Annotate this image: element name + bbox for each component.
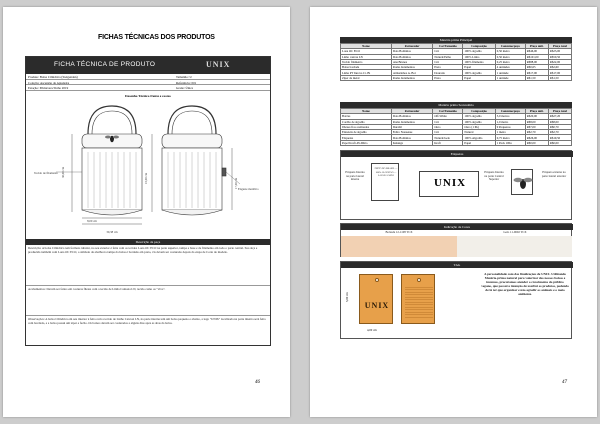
dim-height-left: 30,00 cm	[61, 166, 65, 178]
description-text: Descrição: A bolsa Cilíndrica tem formato tubular, no seu exterior é feita com os tecidos Lona OC ECO na parte superior, tampa e base e de filamento em todo o parte central. Sua alça e produzida também com Lona OC ECO, o símbolo da abelha na tampa da bolsa é bordado em preto, vis devem ser costurado depois da etapa de Corte do modelo.	[28, 246, 258, 254]
table-cell: 0,75 metro	[495, 135, 525, 140]
meta-colecao: Coleção: Ascensão da Apiadeira	[28, 80, 70, 85]
sheet-title: FICHA TÉCNICA DE PRODUTO	[54, 61, 156, 68]
sheet-header	[26, 57, 270, 74]
table-cell: 100% algodão	[463, 119, 495, 124]
table-cell: 0,25 metro	[495, 59, 525, 64]
table-cell: Kalunga	[391, 140, 433, 145]
dim-width-small: 8,00 cm	[87, 219, 97, 223]
etiquetas-block	[340, 150, 572, 220]
bee-tag	[511, 169, 533, 195]
table-cell: R$1,50	[548, 75, 571, 80]
table-cell: Natural/Palha	[433, 54, 463, 59]
table-cell: 100% Linho	[463, 54, 495, 59]
table-row	[341, 75, 572, 80]
table-cell: 1,0 metro	[495, 119, 525, 124]
table-cell: Entretela de algodão	[341, 130, 392, 135]
meta-grade: Grade: Única	[176, 86, 194, 90]
table-cell: Durabil	[391, 124, 433, 129]
table-cell: R$88,00	[525, 59, 548, 64]
tag-title: TAG	[341, 262, 573, 268]
table-cell: Crú	[433, 130, 463, 135]
meta-estacao: Estação: Primavera/Verão 2019	[28, 86, 69, 90]
table-cell: Natural/Gelo	[433, 135, 463, 140]
table-row	[341, 140, 572, 145]
table-header-cell: Cor/Tamanho	[433, 44, 463, 49]
table-cell: Preta	[433, 65, 463, 70]
inner-tag-left	[371, 163, 399, 201]
page-number-46: 46	[255, 380, 260, 385]
meta-produto: Produto: Bolsa Cilíndrica (Steigenden)	[28, 75, 78, 79]
table-cell: Off-White	[433, 114, 463, 119]
page-46	[3, 7, 290, 417]
table-cell: R$46,00	[525, 49, 548, 54]
table-cell: R$0,70	[548, 124, 571, 129]
table-cell: R$8,00	[525, 119, 548, 124]
table-cell: 100% algodão	[463, 70, 495, 75]
table-cell: R$0,00	[525, 140, 548, 145]
technical-sheet	[25, 56, 271, 346]
table-cell: R$19,50	[548, 135, 571, 140]
table-cell: 1 Pack 100u	[495, 140, 525, 145]
tag-front	[359, 274, 393, 324]
table-header-cell: Composição	[463, 109, 495, 114]
table-cell: Feltro Nonsense	[391, 130, 433, 135]
inner-tag-text: FEITO NO BRASIL — 100% ALGODÃO — LAVAR À MÃO	[374, 167, 398, 178]
table-cell: R$17,00	[548, 70, 571, 75]
table-cell: R$2,70	[525, 130, 548, 135]
table-cell: Dois Bodinhos	[391, 54, 433, 59]
acabamentos-text: Acabamentos: Devem ser feitos em costuras filetes com a tecido de Linha Cantona LN, tecido como os "vivo".	[28, 287, 166, 291]
table-cell: 100% Algodão	[463, 135, 495, 140]
table-cell: R$50,50	[548, 54, 571, 59]
table-cell: R$2,60	[548, 65, 571, 70]
table-cell: Roma Aviamentos	[391, 75, 433, 80]
tag-dim-width: 4,00 cm	[367, 328, 377, 332]
table-cell: 0,50 metro	[495, 54, 525, 59]
materia-secundaria-table	[340, 108, 572, 146]
table-cell: Kraft	[433, 140, 463, 145]
color-left-label: Bolsada 12-1108 TCX	[385, 230, 413, 234]
materia-secundaria-title: Matéria prima Secundária	[340, 102, 572, 108]
table-cell: R$0,00	[548, 140, 571, 145]
table-cell: 100% algodão	[463, 49, 495, 54]
tag-back	[401, 274, 435, 324]
observacoes-text: Observações: A bolsa Cilíndrica em seu interior é feita com a tecido de Linho Cancon LN, na parte interna tem um bolso pequeno e abaixo, a logo "UNIX" localizada na parte interna será feita com bordado, e a bolsa possui um zíper e fecho. Os bolsos devem ser costurados a alguns dias após as abas da bolsa.	[28, 317, 266, 325]
label-right-text: Etiqueta externa na parte lateral exterior	[541, 170, 567, 178]
table-header-cell: Preço total	[548, 44, 571, 49]
table-cell: 1 metro	[495, 130, 525, 135]
table-cell: Papel	[463, 65, 495, 70]
table-cell: Zíper de metal	[341, 75, 392, 80]
table-cell: Papel	[463, 75, 495, 80]
color-swatch-right	[457, 236, 572, 257]
table-cell: Cordão de algodão	[341, 119, 392, 124]
page-number-47: 47	[562, 380, 567, 385]
table-cell: R$26,00	[525, 135, 548, 140]
table-cell: 9 Pequenos	[495, 124, 525, 129]
tag-description: A personalidade com das finalizações de UNIX. Utilizando Matéria-prima natural para valorizar dos nossos bolsos e insumos, procuramos atender o crescimento do público vegano, que possui a intenção de usufrui os produtos, podendo de lá ter que organizar e não agredir os animais e o meio ambiente.	[481, 272, 569, 297]
table-cell: Ana Brunes	[391, 59, 433, 64]
table-cell: Botões	[341, 114, 392, 119]
table-header-cell: Consumo/peça	[495, 44, 525, 49]
table-cell: Natural	[463, 130, 495, 135]
meta-referencia: Referência: 001	[176, 80, 197, 85]
table-cell: R$23,00	[548, 49, 571, 54]
description-section-bar: Descrição da peça	[26, 239, 270, 245]
table-header-cell: Preço unit.	[525, 44, 548, 49]
label-center-text: Etiqueta Interna na parte Central Superior	[484, 170, 504, 182]
tag-dim-height: 5,00 cm	[345, 292, 349, 302]
table-cell: Linha PT Innova Cr. Bi	[341, 70, 392, 75]
table-cell: Armarinhos A. Boi	[391, 70, 433, 75]
table-cell: Roma Aviamentos	[391, 119, 433, 124]
table-cell: Tecido filamento	[341, 59, 392, 64]
page-47	[310, 7, 597, 417]
table-cell: Crú	[433, 59, 463, 64]
brand-logo: UNIX	[206, 60, 231, 69]
tag-hole	[417, 278, 421, 282]
cores-block	[340, 223, 572, 257]
dim-height-right2: 17,00 cm	[234, 177, 238, 189]
table-cell: R$17,00	[525, 70, 548, 75]
table-cell: 100% filamento	[463, 59, 495, 64]
dim-width-bottom: 30,38 cm	[106, 230, 118, 234]
table-cell: 4 unidades	[495, 65, 525, 70]
table-cell: R$1,50	[525, 75, 548, 80]
table-header-cell: Nome	[341, 44, 392, 49]
divider	[26, 315, 270, 316]
table-cell: Prata	[433, 75, 463, 80]
color-right-label: Gelo 11-0602 TCX	[503, 230, 527, 234]
table-cell: 1 unidade	[495, 70, 525, 75]
etiquetas-title: Etiquetas	[341, 151, 573, 157]
technical-drawing	[26, 92, 270, 239]
table-header-cell: Fornecedor	[391, 44, 433, 49]
bee-icon	[512, 170, 534, 196]
tag-logo: UNIX	[364, 301, 390, 310]
label-left-text: Etiqueta Interna na parte lateral interna	[345, 170, 365, 182]
table-cell: 100% algodão	[463, 114, 495, 119]
table-header-cell: Preço total	[548, 109, 571, 114]
table-header-cell: Composição	[463, 44, 495, 49]
table-cell: Ouro	[433, 124, 463, 129]
meta-tamanho: Tamanho: U	[176, 75, 192, 79]
table-cell: Papel Kraft AV-DKG	[341, 140, 392, 145]
drawing-title: Desenho Técnico frente e costas	[125, 94, 171, 98]
dim-height-right: 15,00 cm	[144, 172, 148, 184]
table-cell: Lona OC ECO	[341, 49, 392, 54]
table-cell: Dois Bodinhos	[391, 135, 433, 140]
table-cell: Dois Bodinhos	[391, 114, 433, 119]
table-cell: R$8,00	[548, 119, 571, 124]
callout-filamento: Tecido de filamento	[34, 171, 58, 175]
bag-front-drawing	[56, 106, 142, 224]
center-tag	[419, 171, 479, 197]
bag-back-drawing	[152, 106, 240, 215]
table-cell: R$101,00	[525, 54, 548, 59]
table-cell: R$0,65	[525, 65, 548, 70]
color-swatch-left	[341, 236, 457, 257]
divider	[26, 285, 270, 286]
table-header-cell: Cor/Tamanho	[433, 109, 463, 114]
table-cell: Roma Aviamentos	[391, 65, 433, 70]
table-cell: R$7,00	[525, 124, 548, 129]
table-cell: Papel	[463, 140, 495, 145]
cores-title: Indicação de Cores	[341, 224, 573, 230]
materia-principal-title: Matéria prima Principal	[340, 37, 572, 43]
table-cell: Bolsa bordada	[341, 65, 392, 70]
table-header-cell: Preço unit.	[525, 109, 548, 114]
table-cell: Dourada	[433, 70, 463, 75]
table-cell: Crú	[433, 119, 463, 124]
page-heading: FICHAS TÉCNICAS DOS PRODUTOS	[98, 34, 215, 41]
table-cell: R$27,20	[548, 114, 571, 119]
table-cell: R$20,00	[525, 114, 548, 119]
materia-principal-table	[340, 43, 572, 81]
center-tag-logo: UNIX	[433, 177, 467, 189]
table-header-cell: Consumo/peça	[495, 109, 525, 114]
callout-engaste: Engaste metálico	[238, 187, 259, 191]
table-cell: Etiquetas	[341, 135, 392, 140]
table-cell: Ilhóses fios acetinados	[341, 124, 392, 129]
table-cell: R$2,70	[548, 130, 571, 135]
tag-hole	[375, 278, 379, 282]
bag-drawings-svg	[26, 92, 270, 239]
tag-block	[340, 261, 572, 339]
table-header-cell: Nome	[341, 109, 392, 114]
table-cell: Linho canvas LN	[341, 54, 392, 59]
table-cell: Dois Bodinhos	[391, 49, 433, 54]
table-cell: Ouro (1 Pk)	[463, 124, 495, 129]
table-cell: 3,0 metros	[495, 114, 525, 119]
meta-row-3	[26, 85, 270, 91]
table-cell: 0,50 metro	[495, 49, 525, 54]
tag-back-text-lines	[405, 285, 433, 319]
table-cell: 1 unidade	[495, 75, 525, 80]
table-cell: R$22,00	[548, 59, 571, 64]
table-cell: Crú	[433, 49, 463, 54]
table-header-cell: Fornecedor	[391, 109, 433, 114]
